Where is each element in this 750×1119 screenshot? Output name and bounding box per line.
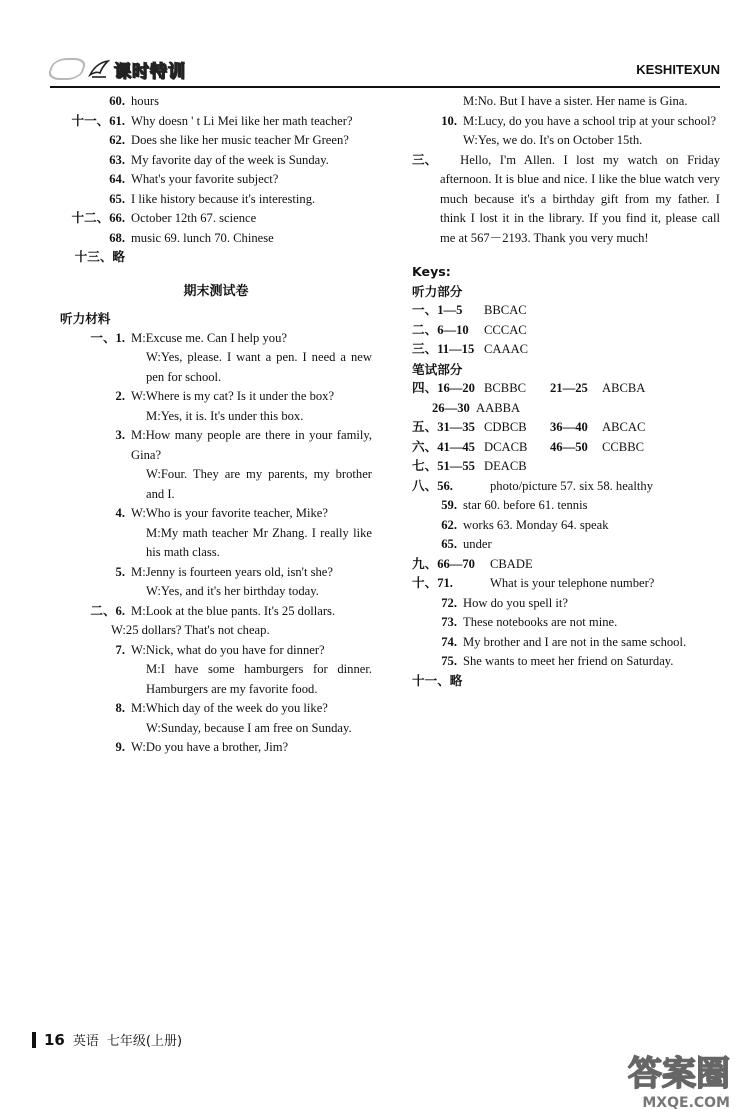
item-text: M:I have some hamburgers for dinner. Hamburgers are my favorite food.: [146, 662, 372, 696]
answer-row: [60, 582, 372, 602]
answer-row: [60, 348, 372, 387]
key-row: [412, 399, 720, 419]
header-pinyin: KESHITEXUN: [636, 61, 720, 77]
item-number: 59.: [441, 498, 457, 512]
item-text: M:How many people are there in your family, Gina?: [131, 428, 372, 462]
fill-keys: [412, 477, 720, 692]
answer-row: [60, 699, 372, 719]
item-text: W:Nick, what do you have for dinner?: [131, 642, 325, 657]
item-text: M:No. But I have a sister. Her name is Gina.: [463, 94, 688, 108]
key-range: 26—30: [432, 400, 470, 415]
item-number: 5.: [115, 564, 125, 579]
item-text: M:Jenny is fourteen years old, isn't she?: [131, 564, 333, 579]
item-text: music 69. lunch 70. Chinese: [131, 230, 274, 245]
item-text: W:Where is my cat? Is it under the box?: [131, 389, 335, 403]
key-answers: CDBCB: [484, 420, 527, 434]
answer-row: [60, 524, 372, 563]
answer-row: [60, 329, 372, 349]
item-text: What's your favorite subject?: [131, 172, 279, 186]
item-text: M:Look at the blue pants. It's 25 dollars.: [131, 603, 336, 618]
page-header: [50, 52, 720, 88]
item-text: M:My math teacher Mr Zhang. I really like his math class.: [146, 525, 372, 559]
answer-row: [60, 209, 372, 229]
item-text: M:Which day of the week do you like?: [131, 701, 328, 715]
item-text: I like history because it's interesting.: [131, 191, 316, 206]
answer-row: [60, 641, 372, 661]
watermark-url: MXQE.COM: [642, 1095, 730, 1111]
answer-row: [60, 151, 372, 171]
item-number: 72.: [441, 595, 457, 610]
item-text: M:Yes, it is. It's under this box.: [146, 408, 304, 423]
footer-grade: 七年级(上册): [106, 1034, 183, 1049]
key-row: [412, 418, 720, 438]
item-number: 64.: [109, 172, 125, 186]
key-range: 一、1—5: [412, 303, 463, 317]
left-top-answers: [60, 92, 372, 268]
item-number: 二、6.: [90, 603, 125, 618]
answer-row: [412, 633, 720, 653]
item-number: 8.: [115, 701, 125, 715]
item-text: hours: [131, 94, 159, 108]
key-answers: AABBA: [476, 400, 521, 415]
item-text: She wants to meet her friend on Saturday.: [463, 654, 674, 668]
key-answers: CCCAC: [484, 322, 527, 337]
answer-row: [412, 594, 720, 614]
answer-row: [60, 426, 372, 465]
answer-row: [412, 131, 720, 151]
item-text: W:25 dollars? That's not cheap.: [111, 623, 270, 637]
key-range: 五、31—35: [412, 420, 475, 434]
answer-row: [60, 563, 372, 583]
item-number: 7.: [115, 642, 125, 657]
key-answers: DEACB: [484, 459, 527, 473]
key-range: 46—50: [550, 439, 588, 454]
item-text: star 60. before 61. tennis: [463, 498, 588, 512]
item-number: 九、66—70: [412, 556, 475, 571]
right-top-dialogs: [412, 92, 720, 151]
key-row: [412, 340, 720, 360]
watermark-logo: [628, 1046, 730, 1111]
item-number: 10.: [441, 113, 457, 128]
listening-part-label: 听力部分: [412, 283, 463, 299]
key-answers: DCACB: [484, 439, 528, 454]
answer-row: [60, 131, 372, 151]
answer-row: [412, 535, 720, 555]
answer-row: [60, 229, 372, 249]
item-text: My brother and I are not in the same school.: [463, 634, 687, 649]
listening-keys: [412, 301, 720, 360]
item-number: 2.: [115, 389, 125, 403]
answer-row: [60, 621, 372, 641]
decorative-swirl-icon: [46, 58, 88, 80]
item-text: works 63. Monday 64. speak: [463, 517, 609, 532]
key-row: [412, 438, 720, 458]
written-keys: [412, 379, 720, 477]
item-number: 十二、66.: [71, 211, 125, 225]
answer-row: [60, 602, 372, 622]
left-column: [60, 92, 372, 758]
item-text: These notebooks are not mine.: [463, 615, 618, 629]
answer-row: [60, 112, 372, 132]
key-range: 36—40: [550, 420, 588, 434]
key-range: 三、11—15: [412, 342, 475, 356]
item-text: M:Lucy, do you have a school trip at your school?: [463, 113, 717, 128]
pen-bird-icon: [88, 59, 110, 79]
footer-bar: [32, 1032, 36, 1048]
item-number: 65.: [441, 537, 457, 551]
item-number: 73.: [441, 615, 457, 629]
watermark-text: 答案圈: [628, 1054, 730, 1094]
item-text: W:Sunday, because I am free on Sunday.: [146, 720, 352, 735]
answer-row: [60, 248, 372, 268]
item-text: My favorite day of the week is Sunday.: [131, 152, 329, 167]
answer-row: [412, 652, 720, 672]
item-text: How do you spell it?: [463, 595, 568, 610]
right-column: [412, 92, 720, 691]
key-answers: CCBBC: [602, 439, 644, 454]
keys-label: Keys:: [412, 264, 451, 279]
brand-logo: [50, 57, 186, 82]
page-number: 16: [44, 1030, 65, 1049]
key-answers: ABCAC: [602, 420, 646, 434]
item-number: 十一、略: [412, 673, 463, 688]
item-number: 65.: [109, 191, 125, 206]
item-number: 74.: [441, 634, 457, 649]
item-text: October 12th 67. science: [131, 211, 257, 225]
passage-text: Hello, I'm Allen. I lost my watch on Friday afternoon. It is blue and nice. I like the blue watch very much because it's a birthday gift from my father. I think I lost it in the library. If you find it, please call me at 567－2193. Thank you very much!: [440, 152, 720, 245]
key-range: 四、16—20: [412, 381, 475, 395]
passage-number: 三、: [412, 152, 438, 167]
answer-row: [60, 387, 372, 407]
item-text: W:Four. They are my parents, my brother and I.: [146, 467, 372, 501]
item-text: W:Do you have a brother, Jim?: [131, 740, 289, 754]
answer-row: [60, 407, 372, 427]
answer-row: [412, 496, 720, 516]
item-text: W:Who is your favorite teacher, Mike?: [131, 506, 328, 520]
key-range: 21—25: [550, 381, 588, 395]
listening-material-title: 听力材料: [60, 311, 111, 326]
item-text: W:Yes, we do. It's on October 15th.: [463, 133, 643, 147]
section-title: 期末测试卷: [183, 283, 249, 299]
item-text: photo/picture 57. six 58. healthy: [490, 478, 653, 493]
answer-row: [60, 719, 372, 739]
key-answers: BCBBC: [484, 381, 526, 395]
answer-row: [412, 516, 720, 536]
answer-row: [60, 170, 372, 190]
answer-row: [60, 92, 372, 112]
item-number: 十、71.: [412, 576, 453, 590]
key-range: 六、41—45: [412, 439, 475, 454]
item-number: 75.: [441, 654, 457, 668]
item-text: M:Excuse me. Can I help you?: [131, 330, 287, 345]
item-text: W:Yes, please. I want a pen. I need a new pen for school.: [146, 350, 372, 384]
written-part-label: 笔试部分: [412, 361, 463, 377]
item-text: CBADE: [490, 556, 533, 571]
key-range: 七、51—55: [412, 459, 475, 473]
answer-row: [412, 672, 720, 692]
key-answers: CAAAC: [484, 342, 529, 356]
item-text: What is your telephone number?: [490, 576, 655, 590]
page-footer: [32, 1030, 182, 1049]
item-text: Does she like her music teacher Mr Green?: [131, 133, 349, 147]
key-row: [412, 321, 720, 341]
key-range: 二、6—10: [412, 322, 469, 337]
key-answers: ABCBA: [602, 381, 646, 395]
item-number: 八、56.: [412, 478, 453, 493]
answer-row: [412, 477, 720, 497]
answer-row: [412, 613, 720, 633]
item-number: 十三、略: [74, 250, 125, 264]
answer-row: [412, 112, 720, 132]
item-number: 4.: [115, 506, 125, 520]
item-text: Why doesn ' t Li Mei like her math teacher?: [131, 113, 353, 128]
key-row: [412, 379, 720, 399]
brand-title: 课时特训: [114, 61, 186, 82]
answer-row: [412, 574, 720, 594]
answer-row: [60, 504, 372, 524]
item-number: 十一、61.: [71, 113, 125, 128]
key-row: [412, 457, 720, 477]
item-number: 一、1.: [90, 330, 125, 345]
item-number: 62.: [441, 517, 457, 532]
item-number: 3.: [115, 428, 125, 442]
answer-row: [60, 660, 372, 699]
footer-subject: 英语: [72, 1034, 99, 1049]
item-text: under: [463, 537, 492, 551]
item-number: 60.: [109, 94, 125, 108]
item-text: W:Yes, and it's her birthday today.: [146, 584, 319, 598]
listening-dialogs: [60, 329, 372, 758]
answer-row: [60, 738, 372, 758]
answer-row: [412, 92, 720, 112]
key-row: [412, 301, 720, 321]
item-number: 62.: [109, 133, 125, 147]
item-number: 9.: [115, 740, 125, 754]
item-number: 68.: [109, 230, 125, 245]
key-answers: BBCAC: [484, 303, 527, 317]
answer-row: [60, 465, 372, 504]
answer-row: [60, 190, 372, 210]
item-number: 63.: [109, 152, 125, 167]
answer-row: [412, 555, 720, 575]
passage-row: [412, 151, 720, 249]
